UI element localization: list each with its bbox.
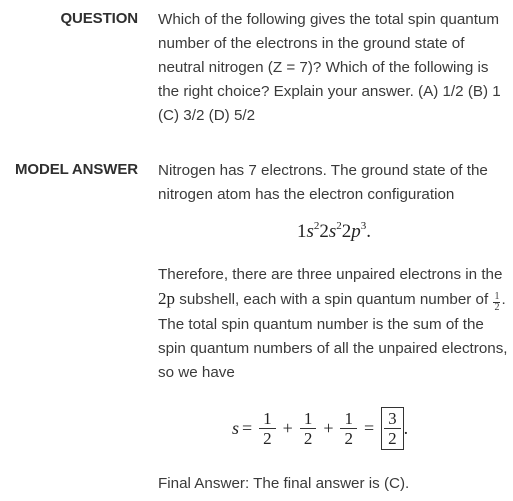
question-label: QUESTION [60,10,138,27]
question-text: Which of the following gives the total spin quantum number of the electrons in the ground state of neutral nitrogen (Z = 7)? Which of the following is the right choice? Explain your answer. (A) 1/2 (B) 1 (C) 3/2 (D) 5/2 [158,11,501,124]
answer-paragraph-2: Therefore, there are three unpaired electrons in the 2p subshell, each with a spin quantum number of $\frac{1}{2}$ . The total spin quantum number is the sum of the spin quantum numbers of all the unpaired electrons, so we have [158,266,508,381]
electron-configuration-equation: $1s^22s^22p^3$. [296,220,372,242]
spin-sum-equation: s = $\frac{1}{2}$ + $\frac{1}{2}$ + $\frac{1}{2}$ = $\frac{3}{2}$ . [232,408,409,448]
sum-term-3: $\frac{1}{2}$ [340,409,357,448]
answer-label: MODEL ANSWER [15,161,138,178]
inline-fraction: $\frac{1}{2}$ [494,291,500,313]
answer-paragraph-1: Nitrogen has 7 electrons. The ground state of the nitrogen atom has the electron configuration [158,162,488,203]
boxed-result: $\frac{3}{2}$ [381,407,404,450]
subshell-label: 2p [158,289,175,308]
sum-term-1: $\frac{1}{2}$ [259,409,276,448]
final-answer: Final Answer: The final answer is (C). [158,475,410,492]
sum-term-2: $\frac{1}{2}$ [300,409,317,448]
